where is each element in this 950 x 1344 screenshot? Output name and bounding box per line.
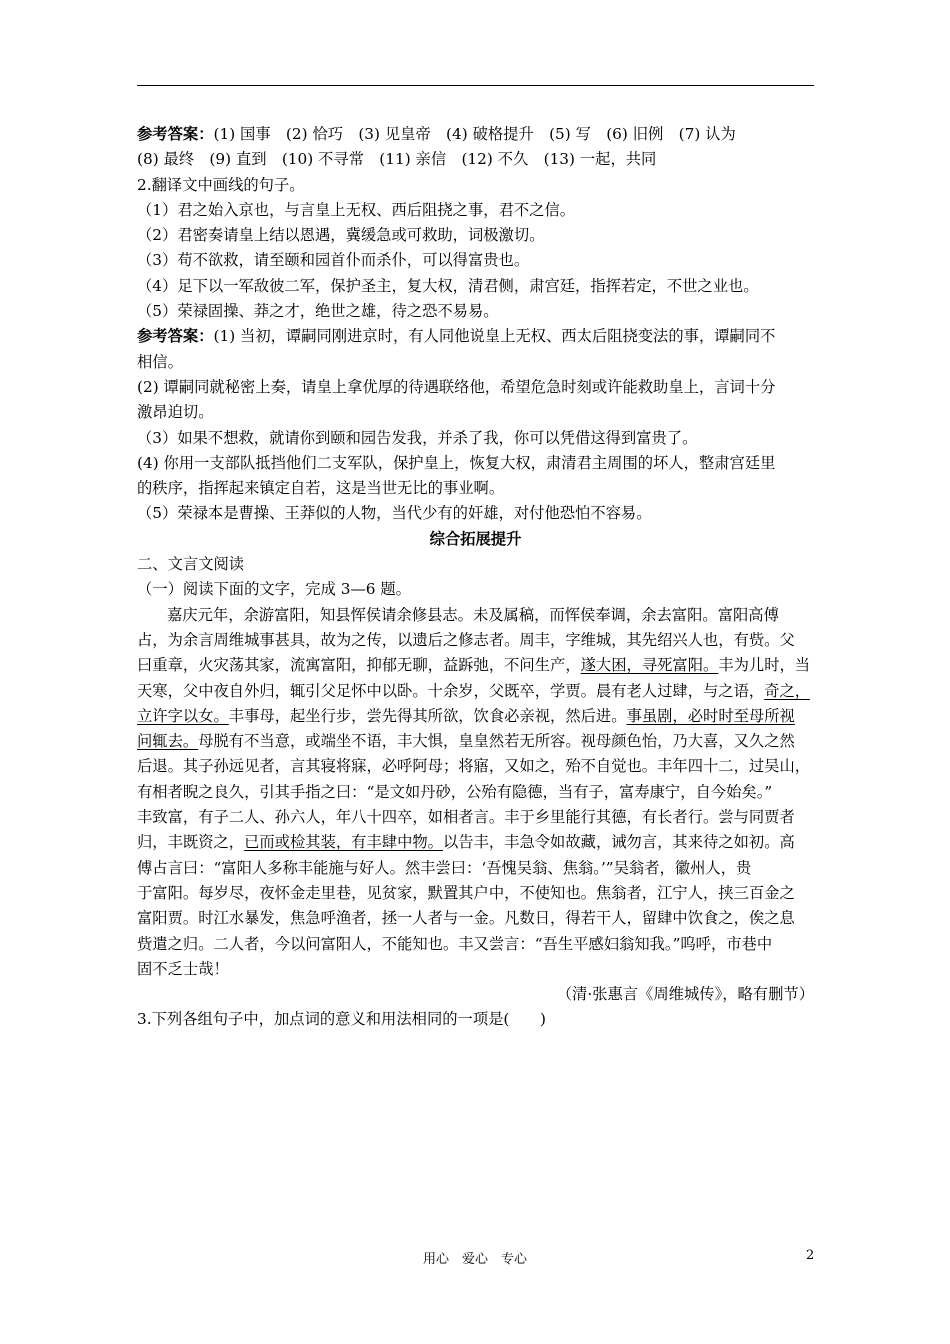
passage (137, 603, 814, 1008)
answer-line: 相信。 (137, 352, 183, 371)
answer-line: 激昂迫切。 (137, 403, 214, 422)
sentence-item: （1）君之始入京也，与言皇上无权、西后阻挠之事，君不之信。 (137, 200, 576, 219)
passage-source: （清·张惠言《周维城传》，略有删节） (556, 985, 814, 1004)
passage-line: 固不乏士哉！ (137, 959, 229, 978)
underlined-sentence: 遂大困，寻死富阳。 (580, 656, 719, 675)
underlined-sentence: 奇之， (764, 681, 811, 700)
underlined-sentence: 事虽剧，必时时至母所视 (626, 706, 795, 725)
passage-line: 天寒，父中夜自外归，辄引父足怀中以卧。十余岁，父既卒，学贾。晨有老人过肆，与之语，奇之， (137, 681, 811, 700)
answer-line: 的秩序，指挥起来镇定自若，这是当世无比的事业啊。 (137, 479, 505, 498)
passage-line: 于富阳。每岁尽，夜怀金走里巷，见贫家，默置其户中，不使知也。焦翁者，江宁人，挟三百金之 (137, 883, 795, 902)
passage-line: 嘉庆元年，余游富阳，知县恽侯请余修县志。未及属稿，而恽侯奉调，余去富阳。富阳高傅 (167, 605, 779, 624)
passage-line: 后退。其子孙远见者，言其寝将寐，必呼阿母；将寤，又如之，殆不自觉也。丰年四十二，过吴山， (137, 757, 811, 776)
answer-line: 参考答案：(1) 国事 (2) 恰巧 (3) 见皇帝 (4) 破格提升 (5) 写 (6) 旧例 (7) 认为 (137, 125, 736, 143)
answer-line: （3）如果不想救，就请你到颐和园告发我，并杀了我，你可以凭借这得到富贵了。 (137, 428, 698, 447)
underlined-sentence: 问辄去。 (137, 732, 199, 751)
part-subtitle: （一）阅读下面的文字，完成 3—6 题。 (137, 580, 411, 599)
answer-line: (8) 最终 (9) 直到 (10) 不寻常 (11) 亲信 (12) 不久 (13) 一起，共同 (137, 150, 657, 169)
sentence-item: （3）苟不欲救，请至颐和园首仆而杀仆，可以得富贵也。 (137, 251, 530, 270)
passage-line: 富阳贾。时江水暴发，焦急呼渔者，拯一人者与一金。凡数日，得若干人，留肆中饮食之，俟之息 (137, 909, 795, 928)
page-number: 2 (806, 1248, 815, 1263)
passage-line: 归，丰既资之，已而或检其装，有丰肆中物。以告丰，丰急令如故藏，诫勿言，其来待之如初。高 (137, 833, 795, 852)
passage-line: 问辄去。母脱有不当意，或端坐不语，丰大惧，皇皇然若无所容。视母颜色怡，乃大喜，又久之然 (137, 732, 795, 751)
underlined-sentence: 已而或检其装，有丰肆中物。 (244, 833, 443, 852)
section-title: 综合拓展提升 (429, 529, 522, 548)
passage-line: 丰致富，有子二人、孙六人，年八十四卒，如相者言。丰于乡里能行其德，有长者行。尝与同贾者 (137, 808, 795, 827)
answer-line: (4) 你用一支部队抵挡他们二支军队，保护皇上，恢复大权，肃清君主周围的坏人，整肃宫廷里 (137, 453, 776, 472)
passage-line: 赀遣之归。二人者，今以问富阳人，不能知也。丰又尝言：“吾生平感妇翁知我。”呜呼，市巷中 (137, 934, 773, 953)
passage-line: 曰重章，火灾荡其家，流寓富阳，抑郁无聊，益跅弛，不问生产，遂大困，寻死富阳。丰为儿时，当 (137, 656, 811, 675)
answer-line: (2) 谭嗣同就秘密上奏，请皇上拿优厚的待遇联络他，希望危急时刻或许能救助皇上，言词十分 (137, 377, 776, 396)
underlined-sentence: 立许字以女。 (137, 706, 229, 725)
passage-line: 占，为余言周维城事甚具，故为之传，以遗后之修志者。周丰，字维城，其先绍兴人也，有赀。父 (137, 630, 795, 649)
footer-motto: 用心 爱心 专心 (422, 1252, 527, 1267)
page-content (137, 122, 814, 1033)
sentence-item: （2）君密奏请皇上结以恩遇，冀缓急或可救助，词极激切。 (137, 226, 545, 245)
answer-label: 参考答案： (137, 125, 214, 143)
question-3: 3.下列各组句子中，加点词的意义和用法相同的一项是( ) (137, 1010, 546, 1029)
passage-line: 立许字以女。丰事母，起坐行步，尝先得其所欲，饮食必亲视，然后进。事虽剧，必时时至母所视 (137, 706, 795, 725)
question-2-title: 2.翻译文中画线的句子。 (137, 175, 305, 194)
passage-line: 有相者睨之良久，引其手指之曰：“是文如丹砂，公殆有隐德，当有子，富寿康宁，自今始矣。” (137, 782, 773, 801)
answer-label: 参考答案： (137, 327, 214, 346)
answer-line: 参考答案：(1) 当初，谭嗣同刚进京时，有人同他说皇上无权、西太后阻挠变法的事，谭嗣同不 (137, 327, 776, 346)
header-rule (137, 85, 814, 86)
passage-line: 傅占言曰：“富阳人多称丰能施与好人。然丰尝曰：‘吾愧吴翁、焦翁。’”吴翁者，徽州人，贵 (137, 858, 752, 877)
sentence-item: （5）荣禄固操、莽之才，绝世之雄，待之恐不易易。 (137, 302, 499, 321)
part-title: 二、文言文阅读 (137, 555, 245, 574)
sentence-item: （4）足下以一军敌彼二军，保护圣主，复大权，清君侧，肃宫廷，指挥若定，不世之业也。 (137, 276, 759, 295)
answer-line: （5）荣禄本是曹操、王莽似的人物，当代少有的奸雄，对付他恐怕不容易。 (137, 504, 652, 523)
